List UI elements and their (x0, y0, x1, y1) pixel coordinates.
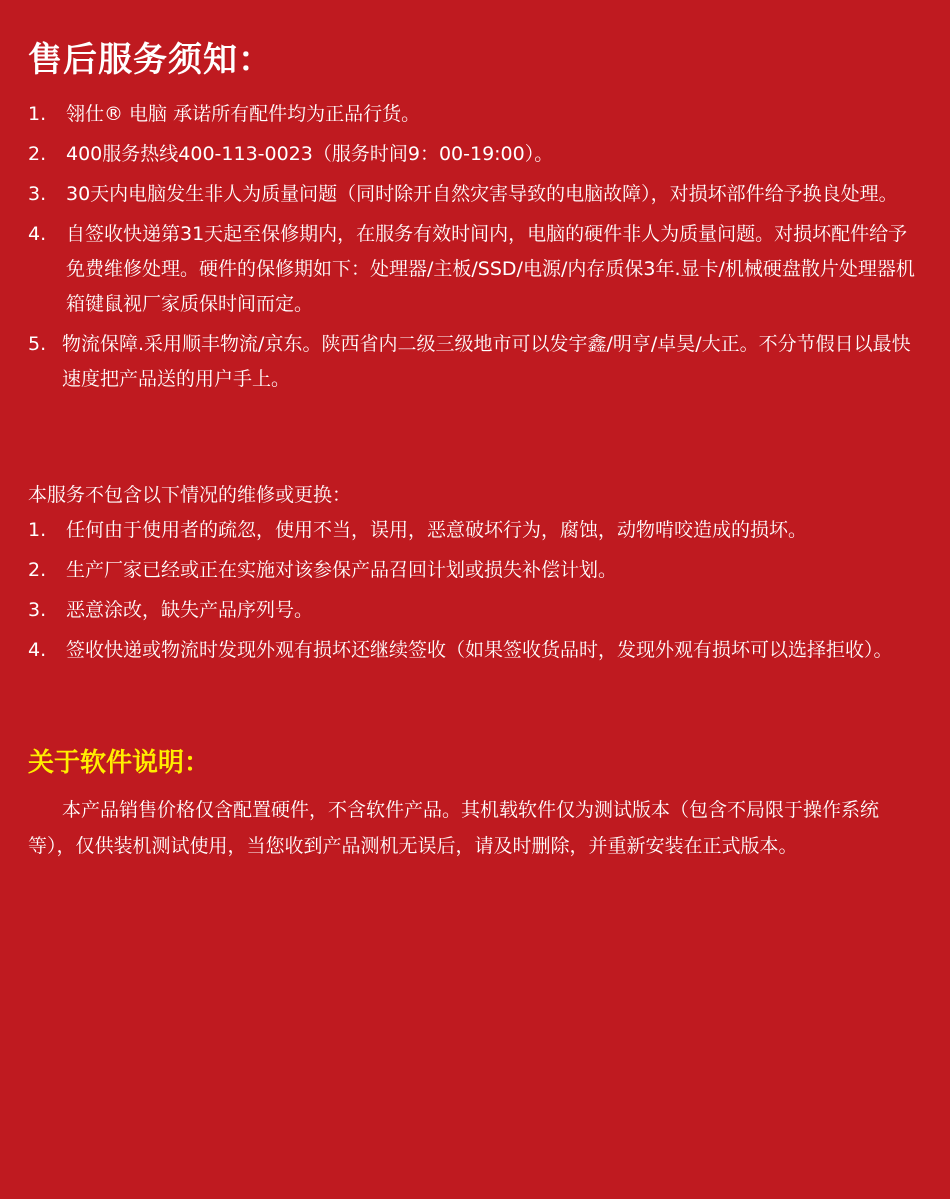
list-item (0, 97, 950, 132)
list-item-text: 自签收快递第31天起至保修期内，在服务有效时间内，电脑的硬件非人为质量问题。对损坏配件给予免费维修处理。硬件的保修期如下：处理器/主板/SSD/电源/内存质保3年.显卡/机械硬盘散片处理器机箱键鼠视厂家质保时间而定。 (66, 223, 915, 315)
list-item (0, 553, 950, 588)
list-item (0, 593, 950, 628)
list-item-number: 3. (28, 183, 47, 205)
list-item-number: 1. (28, 519, 47, 541)
software-note: 本产品销售价格仅含配置硬件，不含软件产品。其机载软件仅为测试版本（包含不局限于操作系统等），仅供装机测试使用，当您收到产品测机无误后，请及时删除，并重新安装在正式版本。 (28, 799, 880, 857)
list-item-text: 物流保障.采用顺丰物流/京东。陕西省内二级三级地市可以发宇鑫/明亨/卓昊/大正。不分节假日以最快速度把产品送的用户手上。 (62, 333, 911, 390)
list-item-number: 3. (28, 599, 47, 621)
list-item-text: 翎仕® 电脑 承诺所有配件均为正品行货。 (66, 103, 421, 125)
list-item-number: 2. (28, 143, 47, 165)
exclusions-title: 本服务不包含以下情况的维修或更换： (28, 484, 352, 506)
list-item-number: 4. (28, 639, 47, 661)
list-item (0, 327, 950, 397)
list-item-text: 恶意涂改，缺失产品序列号。 (66, 599, 314, 621)
list-item (0, 137, 950, 172)
exclusions-list (0, 513, 950, 673)
list-item (0, 513, 950, 548)
list-item (0, 217, 950, 322)
list-item-text: 签收快递或物流时发现外观有损坏还继续签收（如果签收货品时，发现外观有损坏可以选择拒收）。 (66, 639, 893, 661)
after-sales-title: 售后服务须知： (28, 40, 273, 80)
list-item-number: 5. (28, 333, 47, 355)
after-sales-list (0, 97, 950, 402)
list-item-text: 生产厂家已经或正在实施对该参保产品召回计划或损失补偿计划。 (66, 559, 618, 581)
list-item-number: 4. (28, 223, 47, 245)
list-item (0, 177, 950, 212)
list-item-number: 1. (28, 103, 47, 125)
list-item-text: 400服务热线400-113-0023（服务时间9：00-19:00）。 (66, 143, 554, 165)
software-title: 关于软件说明： (28, 748, 211, 778)
list-item-text: 30天内电脑发生非人为质量问题（同时除开自然灾害导致的电脑故障），对损坏部件给予换良处理。 (66, 183, 898, 205)
list-item-number: 2. (28, 559, 47, 581)
list-item-text: 任何由于使用者的疏忽，使用不当，误用，恶意破坏行为，腐蚀，动物啃咬造成的损坏。 (66, 519, 808, 541)
list-item (0, 633, 950, 668)
